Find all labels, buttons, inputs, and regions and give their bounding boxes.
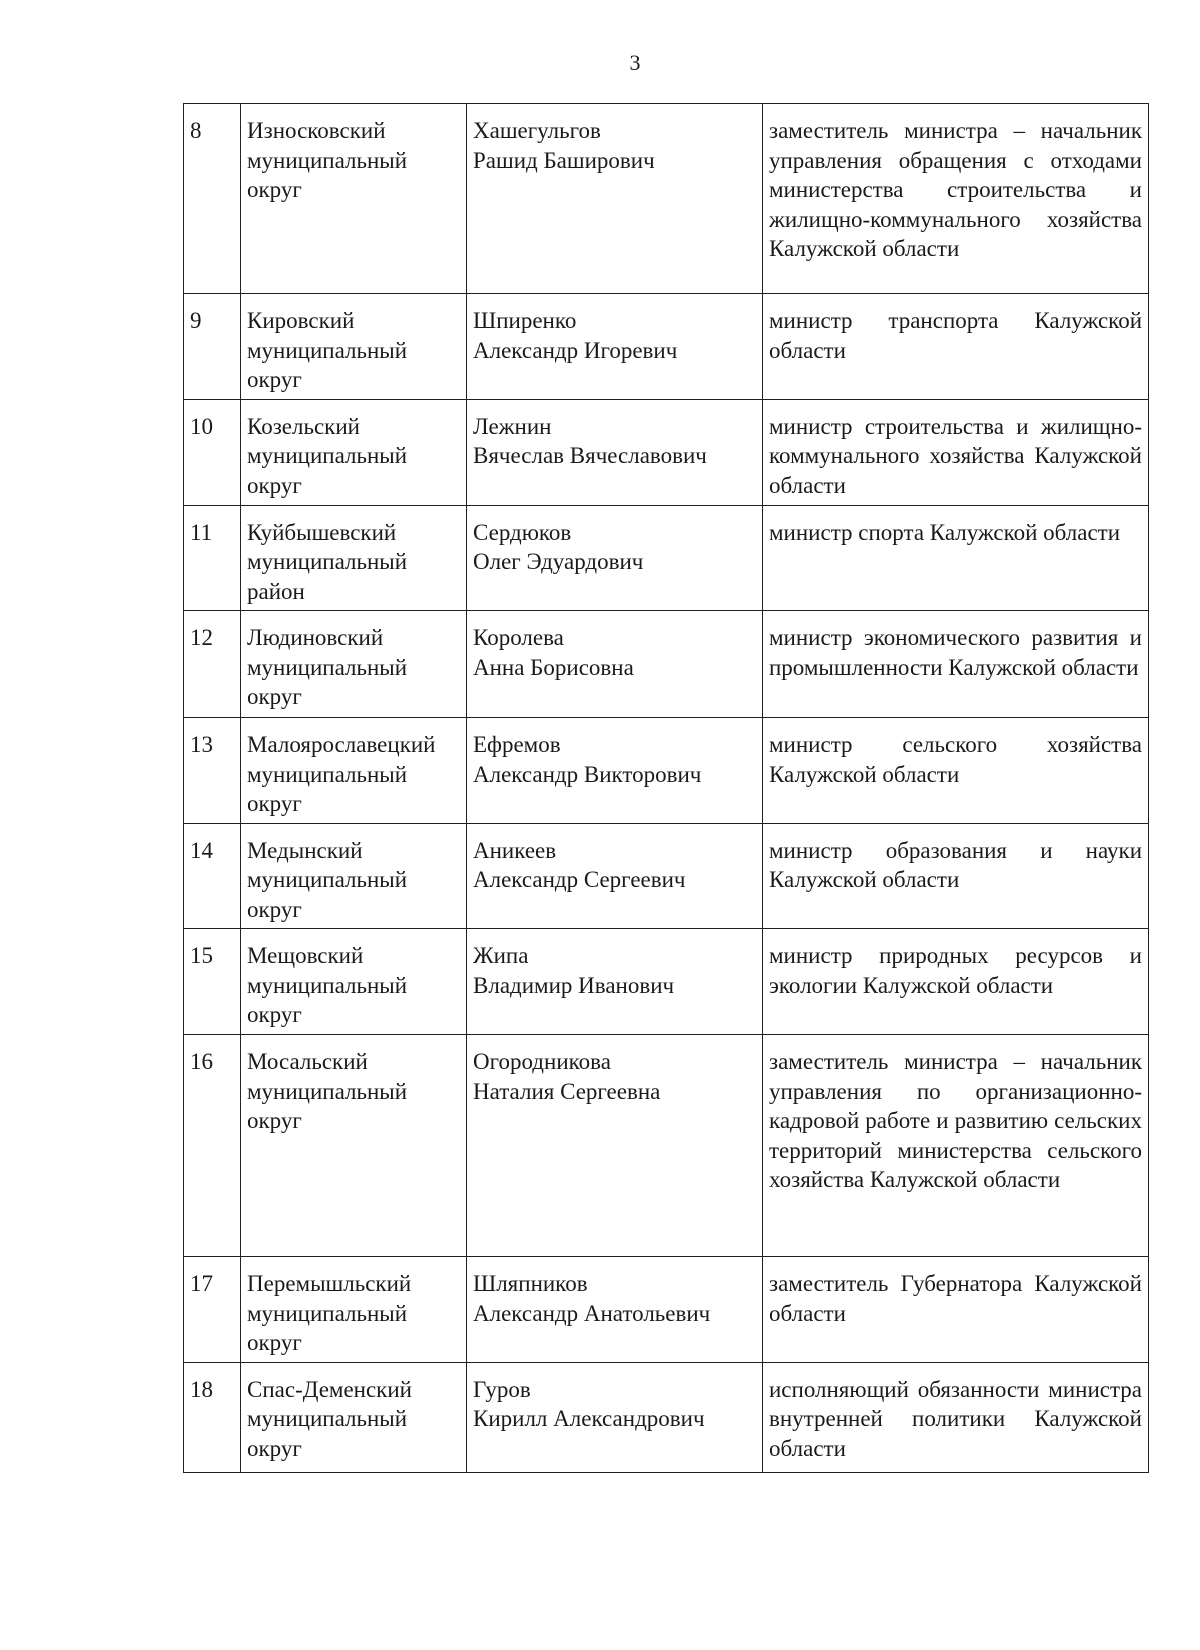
official-position: министр экономического развития и промышленности Калужской области: [763, 611, 1149, 718]
official-name: Шпиренко Александр Игоревич: [467, 294, 763, 400]
district-name: Перемышльский муниципальный округ: [241, 1257, 467, 1363]
official-position: заместитель министра – начальник управления обращения с отходами министерства строительства и жилищно-коммунального хозяйства Калужской области: [763, 104, 1149, 294]
table-row: [184, 1362, 1149, 1472]
table-row: [184, 1257, 1149, 1363]
official-name: Королева Анна Борисовна: [467, 611, 763, 718]
district-name: Мосальский муниципальный округ: [241, 1035, 467, 1257]
table-row: [184, 399, 1149, 505]
official-position: министр строительства и жилищно-коммунального хозяйства Калужской области: [763, 399, 1149, 505]
official-name: Жипа Владимир Иванович: [467, 929, 763, 1035]
table-row: [184, 1035, 1149, 1257]
table-row: [184, 718, 1149, 824]
district-name: Малоярославецкий муниципальный округ: [241, 718, 467, 824]
row-number: 16: [184, 1035, 241, 1257]
page-number: 3: [629, 50, 641, 75]
official-position: министр образования и науки Калужской области: [763, 823, 1149, 929]
row-number: 8: [184, 104, 241, 294]
row-number: 13: [184, 718, 241, 824]
official-position: заместитель министра – начальник управления по организационно-кадровой работе и развитию сельских территорий министерства сельского хозяйства Калужской области: [763, 1035, 1149, 1257]
table-row: [184, 294, 1149, 400]
row-number: 15: [184, 929, 241, 1035]
district-name: Козельский муниципальный округ: [241, 399, 467, 505]
official-position: министр спорта Калужской области: [763, 505, 1149, 611]
row-number: 12: [184, 611, 241, 718]
official-position: министр природных ресурсов и экологии Калужской области: [763, 929, 1149, 1035]
table-row: [184, 611, 1149, 718]
official-name: Гуров Кирилл Александрович: [467, 1362, 763, 1472]
official-position: министр сельского хозяйства Калужской области: [763, 718, 1149, 824]
official-name: Аникеев Александр Сергеевич: [467, 823, 763, 929]
official-position: исполняющий обязанности министра внутренней политики Калужской области: [763, 1362, 1149, 1472]
assignments-table: [183, 103, 1149, 1473]
official-position: заместитель Губернатора Калужской области: [763, 1257, 1149, 1363]
district-name: Медынский муниципальный округ: [241, 823, 467, 929]
district-name: Кировский муниципальный округ: [241, 294, 467, 400]
district-name: Спас-Деменский муниципальный округ: [241, 1362, 467, 1472]
official-name: Огородникова Наталия Сергеевна: [467, 1035, 763, 1257]
row-number: 17: [184, 1257, 241, 1363]
official-name: Сердюков Олег Эдуардович: [467, 505, 763, 611]
official-name: Шляпников Александр Анатольевич: [467, 1257, 763, 1363]
official-position: министр транспорта Калужской области: [763, 294, 1149, 400]
table-row: [184, 823, 1149, 929]
official-name: Ефремов Александр Викторович: [467, 718, 763, 824]
district-name: Износковский муниципальный округ: [241, 104, 467, 294]
row-number: 14: [184, 823, 241, 929]
row-number: 9: [184, 294, 241, 400]
row-number: 11: [184, 505, 241, 611]
official-name: Лежнин Вячеслав Вячеславович: [467, 399, 763, 505]
district-name: Людиновский муниципальный округ: [241, 611, 467, 718]
official-name: Хашегульгов Рашид Баширович: [467, 104, 763, 294]
table-row: [184, 929, 1149, 1035]
row-number: 18: [184, 1362, 241, 1472]
table-row: [184, 104, 1149, 294]
district-name: Мещовский муниципальный округ: [241, 929, 467, 1035]
row-number: 10: [184, 399, 241, 505]
district-name: Куйбышевский муниципальный район: [241, 505, 467, 611]
table-row: [184, 505, 1149, 611]
